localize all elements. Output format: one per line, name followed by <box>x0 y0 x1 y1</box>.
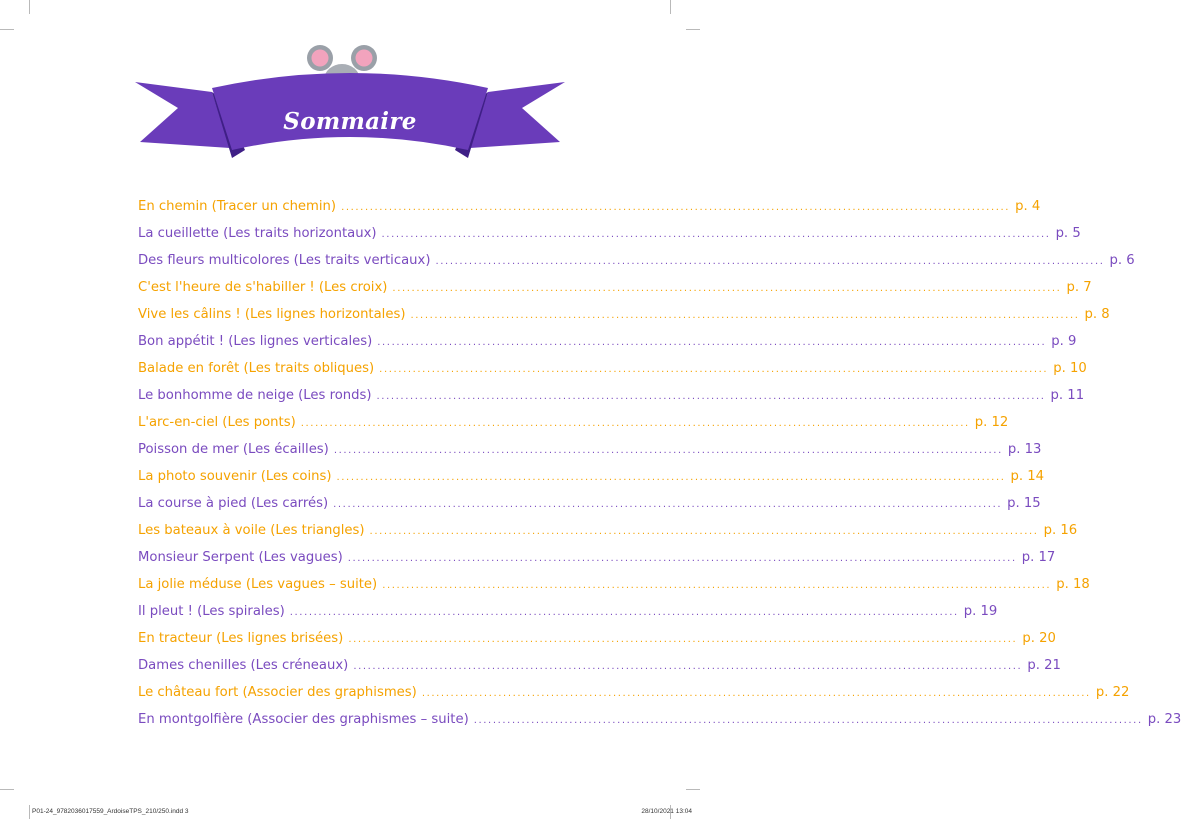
toc-entry-page: p. 6 <box>1109 253 1135 268</box>
ribbon-banner <box>0 0 700 175</box>
toc-leader-dots: ............................................................................................................................................ <box>348 634 1018 645</box>
toc-leader-dots: ............................................................................................................................................ <box>369 526 1039 537</box>
toc-entry-page: p. 21 <box>1027 658 1061 673</box>
toc-entry-page: p. 12 <box>974 415 1009 430</box>
toc-entry-title: Dames chenilles (Les créneaux) <box>138 658 349 673</box>
toc-entry <box>138 247 1135 274</box>
crop-mark <box>29 805 30 819</box>
toc-entry-page: p. 11 <box>1050 388 1085 403</box>
footer-timestamp: 28/10/2021 13:04 <box>641 808 692 815</box>
toc-leader-dots: ............................................................................................................................................ <box>392 283 1062 294</box>
toc-leader-dots: ............................................................................................................................................ <box>336 472 1006 483</box>
toc-entry-page: p. 14 <box>1010 469 1045 484</box>
toc-entry <box>138 571 1090 598</box>
toc-entry <box>138 625 1056 652</box>
toc-entry-title: La jolie méduse (Les vagues – suite) <box>138 577 378 592</box>
toc-entry-page: p. 18 <box>1056 577 1090 592</box>
toc-entry-page: p. 9 <box>1051 334 1077 349</box>
toc-entry <box>138 409 1009 436</box>
toc-entry-page: p. 13 <box>1007 442 1042 457</box>
toc-entry-page: p. 23 <box>1147 712 1181 727</box>
toc-leader-dots: ............................................................................................................................................ <box>333 445 1003 456</box>
toc-entry-title: En tracteur (Les lignes brisées) <box>138 631 344 646</box>
crop-mark <box>0 789 14 790</box>
toc-entry <box>138 382 1085 409</box>
toc-entry <box>138 274 1092 301</box>
toc-entry-title: Balade en forêt (Les traits obliques) <box>138 361 375 376</box>
page-title: Sommaire <box>283 108 417 135</box>
toc-entry-title: La cueillette (Les traits horizontaux) <box>138 226 377 241</box>
toc-entry <box>138 652 1061 679</box>
toc-entry-page: p. 10 <box>1053 361 1087 376</box>
toc-entry-title: Il pleut ! (Les spirales) <box>138 604 285 619</box>
toc-leader-dots: ............................................................................................................................................ <box>341 202 1011 213</box>
toc-leader-dots: ............................................................................................................................................ <box>377 337 1047 348</box>
toc-entry-page: p. 20 <box>1022 631 1056 646</box>
toc-entry <box>138 517 1078 544</box>
toc-entry <box>138 220 1081 247</box>
toc-entry <box>138 355 1087 382</box>
toc-list <box>138 193 1181 733</box>
toc-entry <box>138 301 1110 328</box>
toc-entry-title: La course à pied (Les carrés) <box>138 496 329 511</box>
toc-entry-page: p. 5 <box>1055 226 1081 241</box>
toc-leader-dots: ............................................................................................................................................ <box>379 364 1049 375</box>
toc-entry <box>138 598 998 625</box>
toc-entry-title: Monsieur Serpent (Les vagues) <box>138 550 343 565</box>
toc-entry-title: En chemin (Tracer un chemin) <box>138 199 337 214</box>
toc-entry <box>138 490 1041 517</box>
toc-entry-page: p. 8 <box>1084 307 1110 322</box>
toc-entry-title: Vive les câlins ! (Les lignes horizontales) <box>138 307 406 322</box>
toc-leader-dots: ............................................................................................................................................ <box>381 229 1051 240</box>
toc-leader-dots: ............................................................................................................................................ <box>421 688 1091 699</box>
toc-entry-title: Le château fort (Associer des graphismes) <box>138 685 417 700</box>
crop-mark <box>686 789 700 790</box>
toc-entry-title: L'arc-en-ciel (Les ponts) <box>138 415 296 430</box>
toc-entry <box>138 463 1045 490</box>
toc-entry-title: C'est l'heure de s'habiller ! (Les croix) <box>138 280 388 295</box>
footer-file: P01-24_9782036017559_ArdoiseTPS_210/250.indd 3 <box>32 808 189 815</box>
toc-entry-title: Le bonhomme de neige (Les ronds) <box>138 388 372 403</box>
toc-entry-title: La photo souvenir (Les coins) <box>138 469 332 484</box>
toc-entry <box>138 436 1042 463</box>
toc-leader-dots: ............................................................................................................................................ <box>382 580 1052 591</box>
toc-entry-page: p. 16 <box>1043 523 1078 538</box>
toc-entry-page: p. 4 <box>1015 199 1041 214</box>
toc-leader-dots: ............................................................................................................................................ <box>289 607 959 618</box>
toc-entry-page: p. 19 <box>963 604 998 619</box>
toc-entry-title: Des fleurs multicolores (Les traits verticaux) <box>138 253 431 268</box>
toc-leader-dots: ............................................................................................................................................ <box>333 499 1003 510</box>
toc-leader-dots: ............................................................................................................................................ <box>353 661 1023 672</box>
toc-leader-dots: ............................................................................................................................................ <box>435 256 1105 267</box>
toc-entry <box>138 544 1056 571</box>
toc-entry-title: En montgolfière (Associer des graphismes – suite) <box>138 712 469 727</box>
toc-entry-title: Bon appétit ! (Les lignes verticales) <box>138 334 373 349</box>
toc-entry-page: p. 15 <box>1007 496 1041 511</box>
toc-leader-dots: ............................................................................................................................................ <box>410 310 1080 321</box>
toc-entry-title: Poisson de mer (Les écailles) <box>138 442 329 457</box>
toc-leader-dots: ............................................................................................................................................ <box>300 418 970 429</box>
toc-entry-page: p. 7 <box>1066 280 1092 295</box>
toc-entry-title: Les bateaux à voile (Les triangles) <box>138 523 365 538</box>
toc-entry-page: p. 17 <box>1021 550 1056 565</box>
toc-leader-dots: ............................................................................................................................................ <box>473 715 1143 726</box>
toc-entry-page: p. 22 <box>1095 685 1130 700</box>
toc-entry <box>138 328 1077 355</box>
toc-leader-dots: ............................................................................................................................................ <box>376 391 1046 402</box>
toc-entry <box>138 706 1181 733</box>
toc-leader-dots: ............................................................................................................................................ <box>347 553 1017 564</box>
toc-entry <box>138 193 1041 220</box>
toc-entry <box>138 679 1130 706</box>
